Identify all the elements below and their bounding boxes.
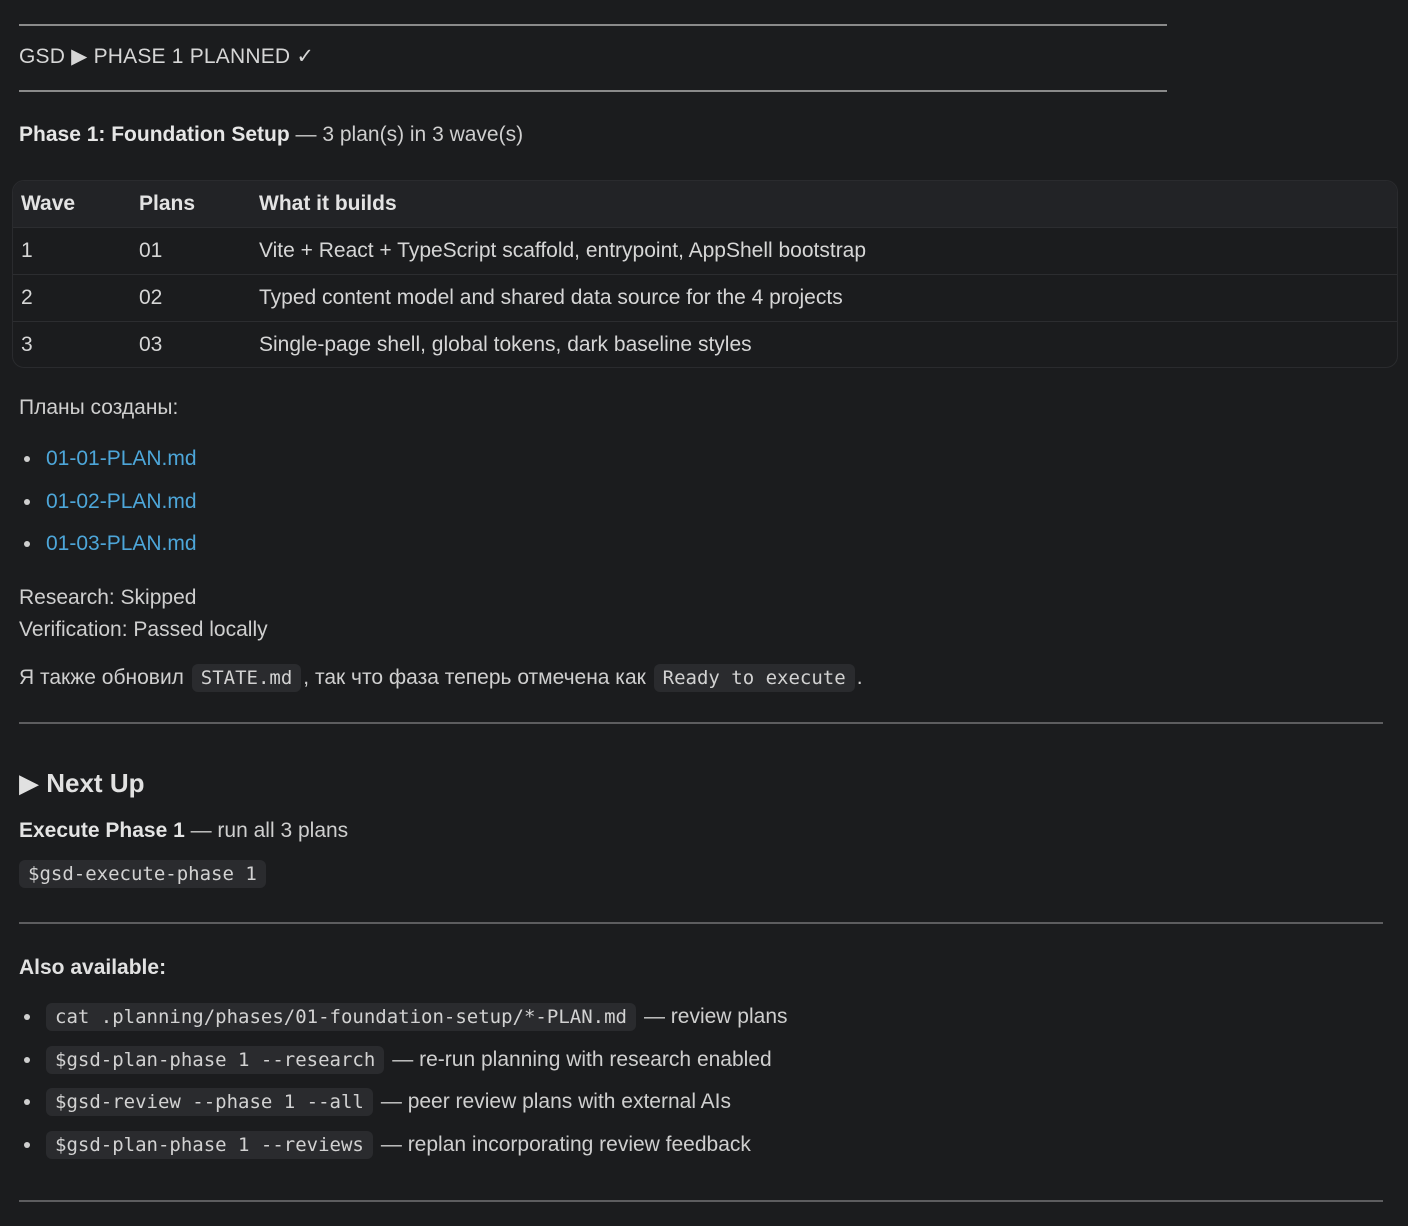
bullet-icon bbox=[24, 1142, 30, 1148]
bullet-icon bbox=[24, 456, 30, 462]
table-row bbox=[13, 275, 1397, 322]
execute-command bbox=[19, 862, 266, 886]
ready-status-code: Ready to execute bbox=[654, 664, 855, 692]
state-note-before: Я также обновил bbox=[19, 666, 190, 689]
table-row bbox=[13, 228, 1397, 275]
waves-table bbox=[13, 181, 1397, 368]
next-up-heading bbox=[19, 768, 144, 799]
phase-title: Phase 1: Foundation Setup bbox=[19, 123, 290, 146]
cell-plans: 03 bbox=[139, 322, 259, 369]
header-what-it-builds: What it builds bbox=[259, 192, 397, 215]
waves-table-container bbox=[12, 180, 1398, 368]
execute-action: Execute Phase 1 bbox=[19, 819, 185, 842]
play-arrow-icon: ▶ bbox=[71, 45, 88, 68]
plans-created-label: Планы созданы: bbox=[19, 396, 179, 419]
bullet-icon bbox=[24, 499, 30, 505]
list-item bbox=[19, 481, 197, 524]
banner-top-rule bbox=[19, 24, 1167, 26]
header-plans: Plans bbox=[139, 192, 196, 215]
check-icon: ✓ bbox=[296, 45, 315, 68]
cell-plans: 01 bbox=[139, 228, 259, 275]
banner-prefix: GSD bbox=[19, 45, 66, 68]
list-item bbox=[19, 996, 788, 1039]
bullet-icon bbox=[24, 541, 30, 547]
verification-status: Verification: Passed locally bbox=[19, 618, 268, 641]
bullet-icon bbox=[24, 1014, 30, 1020]
phase-summary-text: — 3 plan(s) in 3 wave(s) bbox=[289, 123, 524, 146]
command-description: — re-run planning with research enabled bbox=[392, 1047, 772, 1071]
command-code: cat .planning/phases/01-foundation-setup/*-PLAN.md bbox=[46, 1003, 636, 1031]
next-up-title: Next Up bbox=[46, 768, 145, 798]
list-item bbox=[19, 438, 197, 481]
cell-plans: 02 bbox=[139, 275, 259, 322]
cell-wave: 1 bbox=[13, 228, 139, 275]
list-item bbox=[19, 523, 197, 566]
list-item bbox=[19, 1039, 788, 1082]
divider bbox=[19, 1200, 1383, 1202]
play-arrow-icon: ▶ bbox=[19, 768, 39, 798]
cell-wave: 3 bbox=[13, 322, 139, 369]
cell-description: Typed content model and shared data source for the 4 projects bbox=[259, 275, 1397, 322]
state-note bbox=[19, 664, 863, 692]
divider bbox=[19, 922, 1383, 924]
phase-banner bbox=[19, 44, 314, 69]
command-code: $gsd-plan-phase 1 --reviews bbox=[46, 1131, 373, 1159]
command-description: — replan incorporating review feedback bbox=[380, 1132, 751, 1156]
plan-file-link[interactable]: 01-02-PLAN.md bbox=[46, 489, 197, 513]
command-code: $gsd-review --phase 1 --all bbox=[46, 1088, 373, 1116]
list-item bbox=[19, 1124, 788, 1167]
divider bbox=[19, 722, 1383, 724]
banner-bottom-rule bbox=[19, 90, 1167, 92]
command-code: $gsd-plan-phase 1 --research bbox=[46, 1046, 384, 1074]
phase-summary bbox=[19, 123, 523, 147]
header-wave: Wave bbox=[21, 192, 76, 215]
cell-wave: 2 bbox=[13, 275, 139, 322]
state-note-after: . bbox=[856, 666, 863, 689]
state-note-middle: , так что фаза теперь отмечена как bbox=[303, 666, 652, 689]
plan-files-list bbox=[19, 438, 197, 566]
table-row bbox=[13, 322, 1397, 369]
cell-description: Vite + React + TypeScript scaffold, entrypoint, AppShell bootstrap bbox=[259, 228, 1397, 275]
research-status: Research: Skipped bbox=[19, 586, 197, 609]
plan-file-link[interactable]: 01-01-PLAN.md bbox=[46, 447, 197, 471]
plan-file-link[interactable]: 01-03-PLAN.md bbox=[46, 532, 197, 556]
banner-text: PHASE 1 PLANNED bbox=[93, 45, 291, 68]
bullet-icon bbox=[24, 1099, 30, 1105]
state-file-code: STATE.md bbox=[192, 664, 302, 692]
command-description: — peer review plans with external AIs bbox=[380, 1090, 732, 1114]
table-header-row bbox=[13, 181, 1397, 228]
also-available-list bbox=[19, 996, 788, 1166]
command-description: — review plans bbox=[643, 1005, 788, 1029]
bullet-icon bbox=[24, 1057, 30, 1063]
execute-detail: — run all 3 plans bbox=[184, 819, 349, 842]
also-available-label: Also available: bbox=[19, 956, 167, 979]
cell-description: Single-page shell, global tokens, dark baseline styles bbox=[259, 322, 1397, 369]
list-item bbox=[19, 1081, 788, 1124]
execute-instruction bbox=[19, 819, 348, 843]
execute-command-code: $gsd-execute-phase 1 bbox=[19, 860, 266, 888]
